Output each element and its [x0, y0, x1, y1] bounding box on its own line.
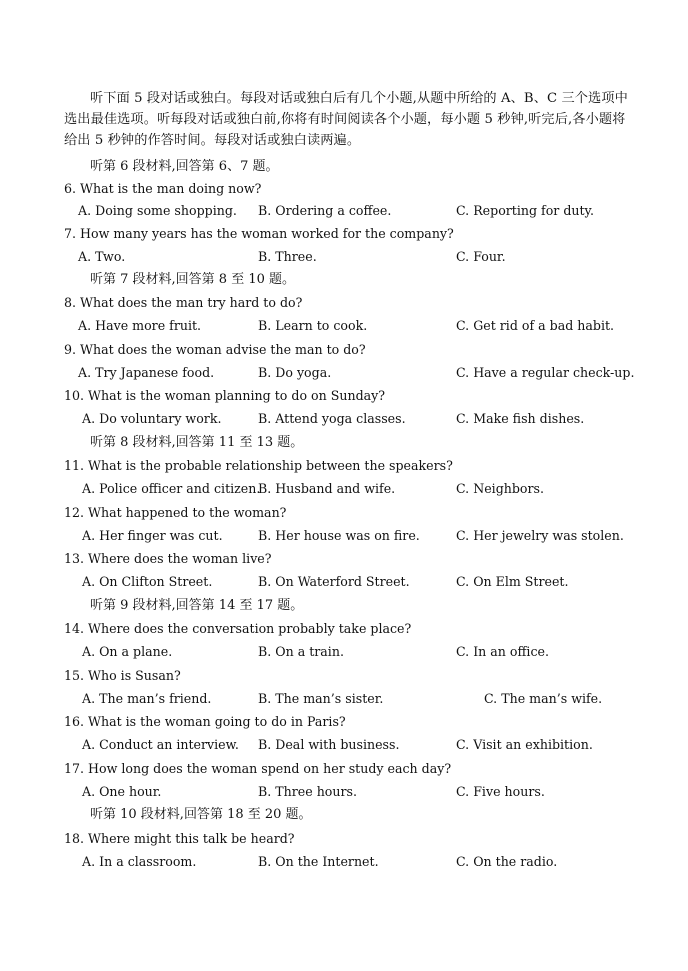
- question-17-option-b: B. Three hours.: [258, 784, 357, 799]
- question-9-option-c: C. Have a regular check-up.: [456, 365, 635, 380]
- question-9-stem: 9. What does the woman advise the man to do?: [64, 342, 366, 357]
- question-7-option-c: C. Four.: [456, 249, 506, 264]
- listening-instructions: 听下面 5 段对话或独白。每段对话或独白后有几个小题,从题中所给的 A、B、C 三个选项中选出最佳选项。听每段对话或独白前,你将有时间阅读各个小题，每小题 5 秒钟,听完后,各小题将给出 5 秒钟的作答时间。每段对话或独白读两遍。: [64, 91, 628, 148]
- question-16-option-a: A. Conduct an interview.: [82, 737, 239, 752]
- section-heading-9: 听第 9 段材料,回答第 14 至 17 题。: [90, 598, 304, 613]
- question-16-option-b: B. Deal with business.: [258, 737, 400, 752]
- question-15-option-b: B. The man’s sister.: [258, 691, 384, 706]
- question-8-option-b: B. Learn to cook.: [258, 318, 368, 333]
- question-11-option-c: C. Neighbors.: [456, 481, 544, 496]
- question-13-option-c: C. On Elm Street.: [456, 574, 569, 589]
- question-11-option-b: B. Husband and wife.: [258, 481, 396, 496]
- question-17-option-c: C. Five hours.: [456, 784, 545, 799]
- question-18-option-b: B. On the Internet.: [258, 854, 379, 869]
- question-10-option-c: C. Make fish dishes.: [456, 411, 585, 426]
- question-6-option-b: B. Ordering a coffee.: [258, 203, 392, 218]
- question-10-stem: 10. What is the woman planning to do on Sunday?: [64, 388, 386, 403]
- question-11-option-a: A. Police officer and citizen.: [82, 481, 261, 496]
- question-8-option-c: C. Get rid of a bad habit.: [456, 318, 615, 333]
- question-10-option-b: B. Attend yoga classes.: [258, 411, 406, 426]
- question-11-stem: 11. What is the probable relationship between the speakers?: [64, 458, 453, 473]
- question-12-option-c: C. Her jewelry was stolen.: [456, 528, 624, 543]
- section-heading-7: 听第 7 段材料,回答第 8 至 10 题。: [90, 272, 296, 287]
- question-18-option-a: A. In a classroom.: [82, 854, 197, 869]
- question-18-stem: 18. Where might this talk be heard?: [64, 831, 295, 846]
- question-14-option-b: B. On a train.: [258, 644, 344, 659]
- question-10-option-a: A. Do voluntary work.: [82, 411, 222, 426]
- question-14-stem: 14. Where does the conversation probably take place?: [64, 621, 412, 636]
- question-15-option-c: C. The man’s wife.: [484, 691, 603, 706]
- question-9-option-b: B. Do yoga.: [258, 365, 332, 380]
- question-8-stem: 8. What does the man try hard to do?: [64, 295, 303, 310]
- section-heading-8: 听第 8 段材料,回答第 11 至 13 题。: [90, 435, 304, 450]
- question-12-stem: 12. What happened to the woman?: [64, 505, 287, 520]
- question-16-option-c: C. Visit an exhibition.: [456, 737, 593, 752]
- question-8-option-a: A. Have more fruit.: [78, 318, 202, 333]
- question-16-stem: 16. What is the woman going to do in Paris?: [64, 714, 346, 729]
- question-13-stem: 13. Where does the woman live?: [64, 551, 272, 566]
- question-7-option-b: B. Three.: [258, 249, 317, 264]
- question-7-option-a: A. Two.: [78, 249, 126, 264]
- question-6-option-a: A. Doing some shopping.: [78, 203, 237, 218]
- section-heading-6: 听第 6 段材料,回答第 6、7 题。: [90, 159, 279, 174]
- question-14-option-c: C. In an office.: [456, 644, 549, 659]
- question-14-option-a: A. On a plane.: [82, 644, 173, 659]
- question-17-option-a: A. One hour.: [82, 784, 162, 799]
- question-12-option-a: A. Her finger was cut.: [82, 528, 223, 543]
- question-13-option-a: A. On Clifton Street.: [82, 574, 213, 589]
- section-heading-10: 听第 10 段材料,回答第 18 至 20 题。: [90, 807, 312, 822]
- question-6-stem: 6. What is the man doing now?: [64, 181, 262, 196]
- question-17-stem: 17. How long does the woman spend on her study each day?: [64, 761, 452, 776]
- question-9-option-a: A. Try Japanese food.: [78, 365, 215, 380]
- question-15-option-a: A. The man’s friend.: [82, 691, 212, 706]
- question-12-option-b: B. Her house was on fire.: [258, 528, 420, 543]
- question-18-option-c: C. On the radio.: [456, 854, 558, 869]
- question-13-option-b: B. On Waterford Street.: [258, 574, 410, 589]
- question-7-stem: 7. How many years has the woman worked for the company?: [64, 226, 454, 241]
- question-15-stem: 15. Who is Susan?: [64, 668, 181, 683]
- question-6-option-c: C. Reporting for duty.: [456, 203, 595, 218]
